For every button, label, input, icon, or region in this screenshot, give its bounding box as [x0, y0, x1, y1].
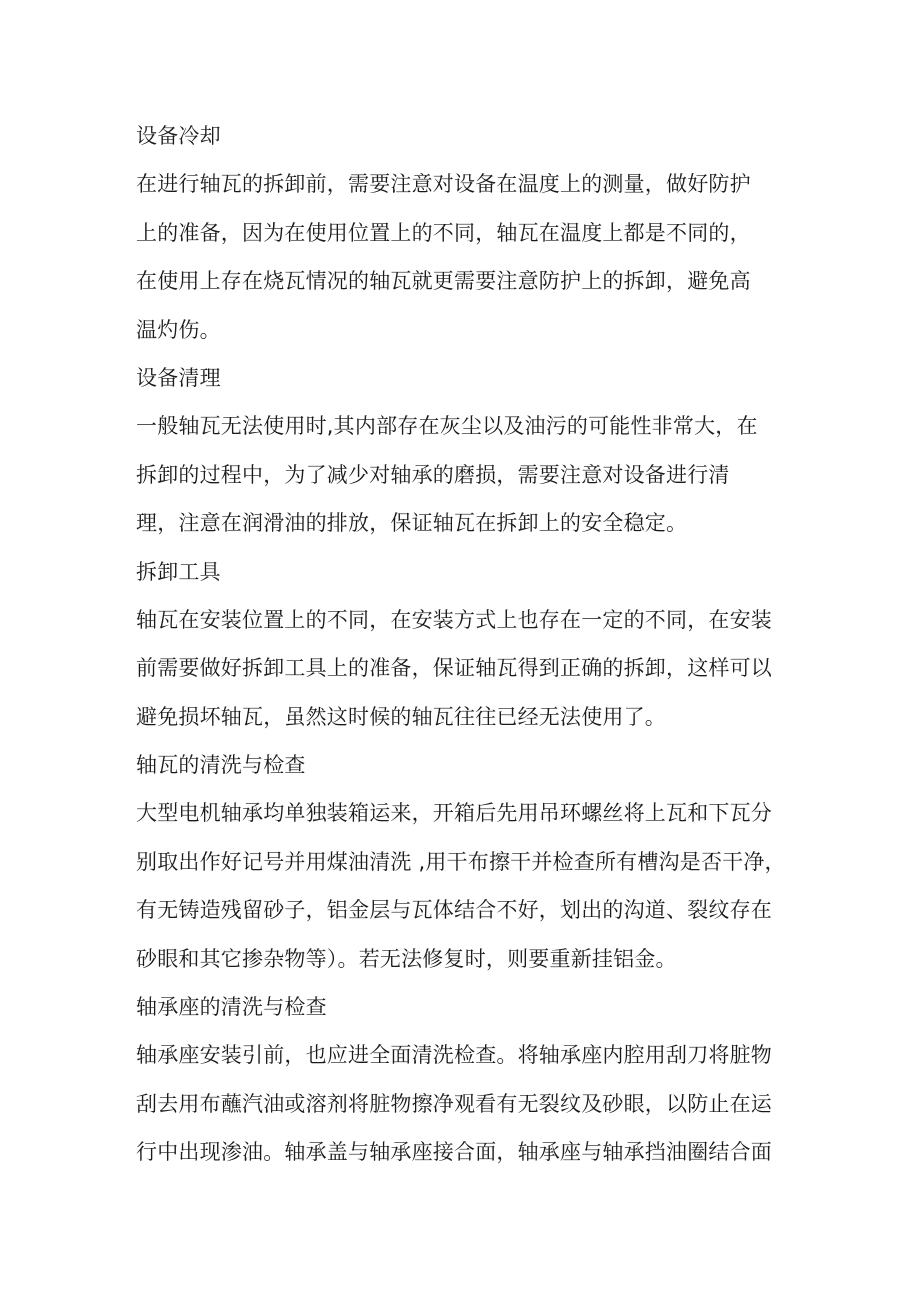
- paragraph-line: 有无铸造残留砂子，铝金层与瓦体结合不好，划出的沟道、裂纹存在: [136, 898, 772, 923]
- section-heading: 轴瓦的清洗与检查: [136, 753, 306, 778]
- section-bearing-seat-inspection: [136, 983, 796, 1177]
- paragraph-line: 刮去用布蘸汽油或溶剂将脏物擦净观看有无裂纹及砂眼，以防止在运: [136, 1091, 772, 1116]
- paragraph-line: 在使用上存在烧瓦情况的轴瓦就更需要注意防护上的拆卸，避免高: [136, 269, 751, 294]
- paragraph-line: 拆卸的过程中，为了减少对轴承的磨损，需要注意对设备进行清: [136, 462, 730, 487]
- paragraph-line: 行中出现渗油。轴承盖与轴承座接合面，轴承座与轴承挡油圈结合面: [136, 1140, 772, 1165]
- paragraph-line: 一般轴瓦无法使用时,其内部存在灰尘以及油污的可能性非常大，在: [136, 414, 758, 439]
- paragraph-line: 在进行轴瓦的拆卸前，需要注意对设备在温度上的测量，做好防护: [136, 172, 751, 197]
- section-bearing-shell-inspection: [136, 741, 796, 983]
- section-heading: 设备清理: [136, 365, 221, 390]
- section-heading: 设备冷却: [136, 124, 221, 148]
- paragraph-line: 理，注意在润滑油的排放，保证轴瓦在拆卸上的安全稳定。: [136, 511, 688, 536]
- paragraph-line: 砂眼和其它掺杂物等）。若无法修复时，则要重新挂铝金。: [136, 946, 677, 971]
- paragraph-line: 避免损坏轴瓦，虽然这时候的轴瓦往往已经无法使用了。: [136, 704, 666, 729]
- paragraph-line: 温灼伤。: [136, 317, 221, 342]
- document-page: [136, 112, 796, 1177]
- paragraph-line: 轴承座安装引前，也应进全面清洗检查。将轴承座内腔用刮刀将脏物: [136, 1043, 772, 1068]
- paragraph-line: 大型电机轴承均单独装箱运来，开箱后先用吊环螺丝将上瓦和下瓦分: [136, 801, 772, 826]
- section-cooling: [136, 112, 796, 354]
- section-tools: [136, 548, 796, 742]
- paragraph-line: 别取出作好记号并用煤油清洗 ,用干布擦干并检查所有槽沟是否干净，: [136, 849, 786, 874]
- paragraph-line: 轴瓦在安装位置上的不同，在安装方式上也存在一定的不同，在安装: [136, 607, 772, 632]
- paragraph-line: 上的准备，因为在使用位置上的不同，轴瓦在温度上都是不同的，: [136, 220, 751, 245]
- section-heading: 拆卸工具: [136, 559, 221, 584]
- paragraph-line: 前需要做好拆卸工具上的准备，保证轴瓦得到正确的拆卸，这样可以: [136, 656, 772, 681]
- section-heading: 轴承座的清洗与检查: [136, 995, 327, 1020]
- section-cleaning: [136, 354, 796, 548]
